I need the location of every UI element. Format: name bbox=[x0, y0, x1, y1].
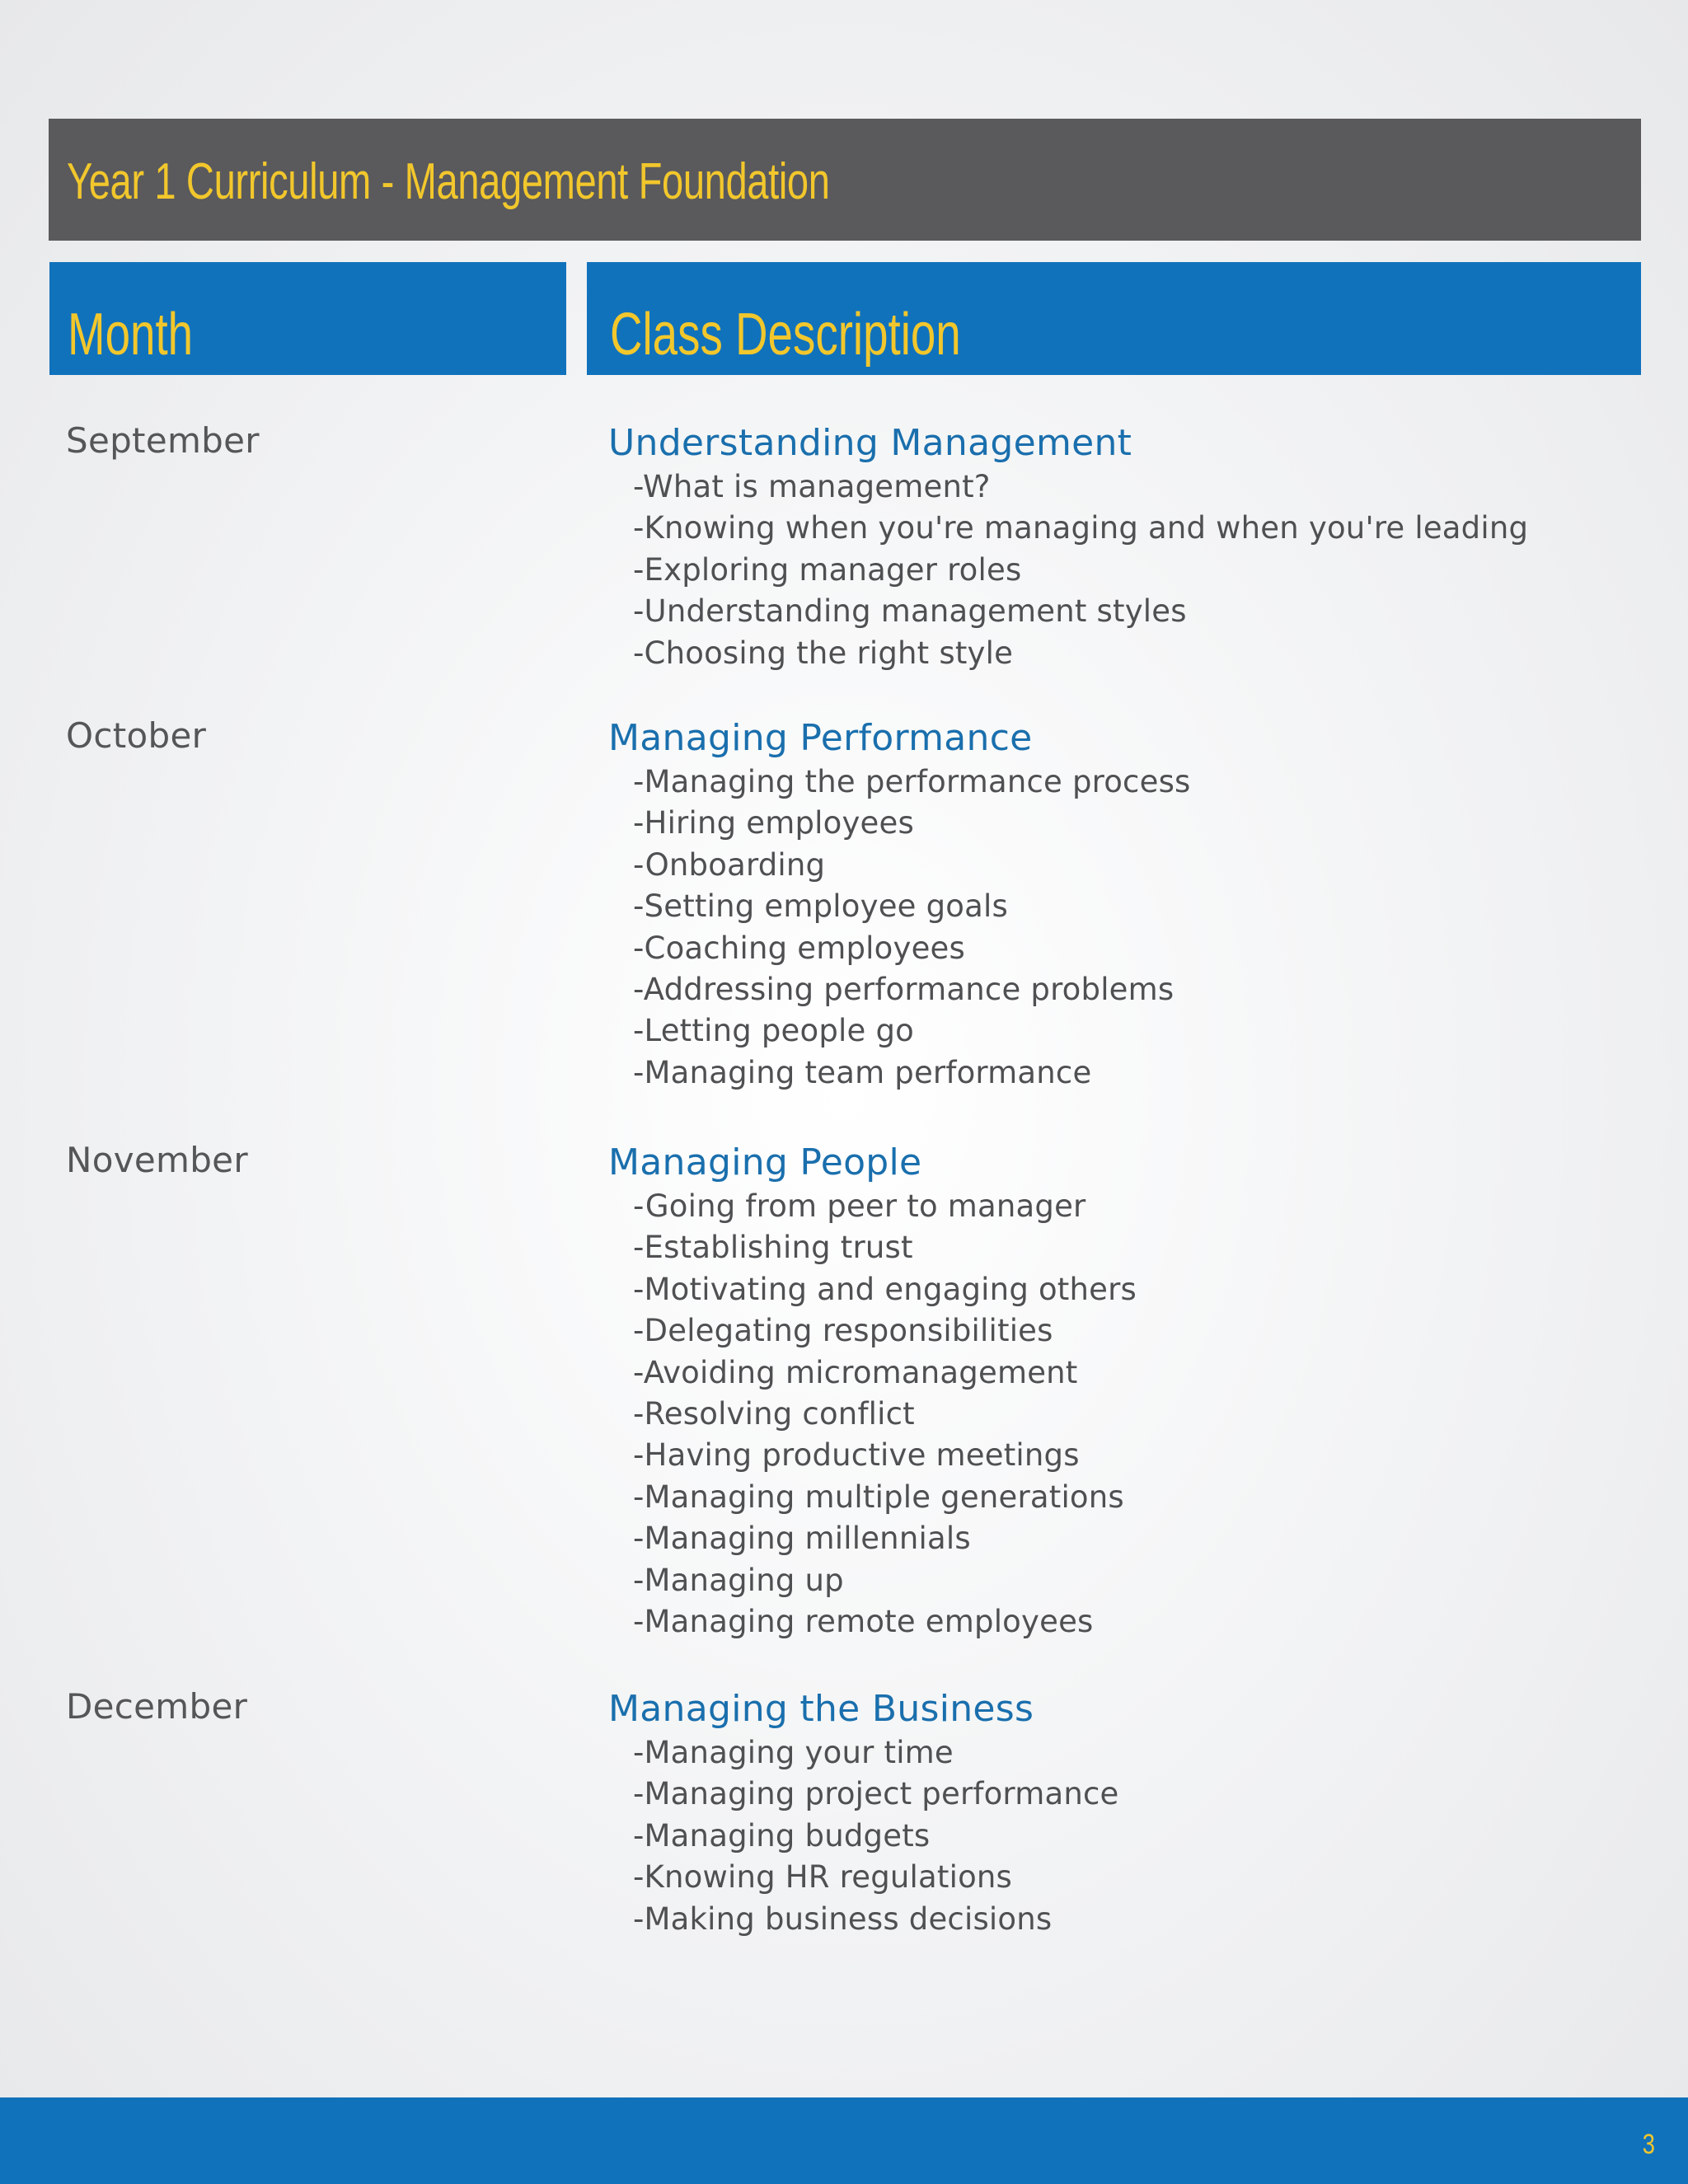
topic-item: -Letting people go bbox=[633, 1013, 914, 1049]
page-title: Year 1 Curriculum - Management Foundation bbox=[67, 153, 830, 210]
description-header-label: Class Description bbox=[610, 302, 961, 368]
topic-item: -Managing project performance bbox=[633, 1776, 1119, 1812]
page-number: 3 bbox=[1642, 2129, 1655, 2160]
month-september: September bbox=[66, 420, 260, 461]
topic-item: -Managing team performance bbox=[633, 1054, 1092, 1090]
course-title: Understanding Management bbox=[608, 422, 1132, 464]
topic-item: -Managing your time bbox=[633, 1735, 954, 1770]
title-bar bbox=[49, 119, 1641, 241]
topic-item: -What is management? bbox=[633, 469, 991, 504]
topic-item: -Knowing HR regulations bbox=[633, 1859, 1013, 1896]
course-title: Managing People bbox=[608, 1141, 922, 1183]
topic-item: -Going from peer to manager bbox=[633, 1188, 1086, 1224]
month-header-label: Month bbox=[68, 302, 194, 368]
topic-item: -Managing the performance process bbox=[633, 764, 1191, 799]
topic-item: -Delegating responsibilities bbox=[633, 1313, 1053, 1349]
month-december: December bbox=[66, 1686, 248, 1727]
topic-item: -Setting employee goals bbox=[633, 888, 1008, 925]
topic-item: -Motivating and engaging others bbox=[633, 1271, 1137, 1307]
month-october: October bbox=[66, 715, 207, 756]
topic-item: -Avoiding micromanagement bbox=[633, 1354, 1078, 1390]
course-block-september bbox=[608, 422, 1529, 674]
topic-item: -Managing multiple generations bbox=[633, 1479, 1124, 1515]
course-block-november bbox=[608, 1141, 1137, 1643]
topic-item: -Making business decisions bbox=[633, 1900, 1053, 1937]
course-title: Managing Performance bbox=[608, 717, 1033, 759]
topic-item: -Onboarding bbox=[633, 846, 826, 883]
topic-item: -Managing up bbox=[633, 1562, 844, 1598]
topic-item: -Addressing performance problems bbox=[633, 971, 1175, 1007]
topic-item: -Resolving conflict bbox=[633, 1395, 915, 1432]
topic-item: -Establishing trust bbox=[633, 1230, 913, 1266]
topic-item: -Hiring employees bbox=[633, 805, 914, 841]
month-november: November bbox=[66, 1140, 248, 1180]
topic-item: -Knowing when you're managing and when you're leading bbox=[633, 510, 1529, 546]
course-block-october bbox=[608, 717, 1191, 1094]
topic-item: -Coaching employees bbox=[633, 930, 965, 966]
footer-bar bbox=[0, 2097, 1688, 2184]
description-column-header bbox=[587, 262, 1641, 375]
topic-item: -Managing millennials bbox=[633, 1521, 971, 1557]
month-column-header bbox=[49, 262, 566, 375]
course-title: Managing the Business bbox=[608, 1688, 1034, 1730]
topic-item: -Understanding management styles bbox=[633, 593, 1187, 630]
topic-item: -Having productive meetings bbox=[633, 1437, 1080, 1474]
topic-item: -Exploring manager roles bbox=[633, 551, 1022, 588]
course-block-december bbox=[608, 1688, 1119, 1940]
topic-item: -Choosing the right style bbox=[633, 635, 1014, 671]
topic-item: -Managing budgets bbox=[633, 1817, 931, 1854]
topic-item: -Managing remote employees bbox=[633, 1603, 1094, 1639]
